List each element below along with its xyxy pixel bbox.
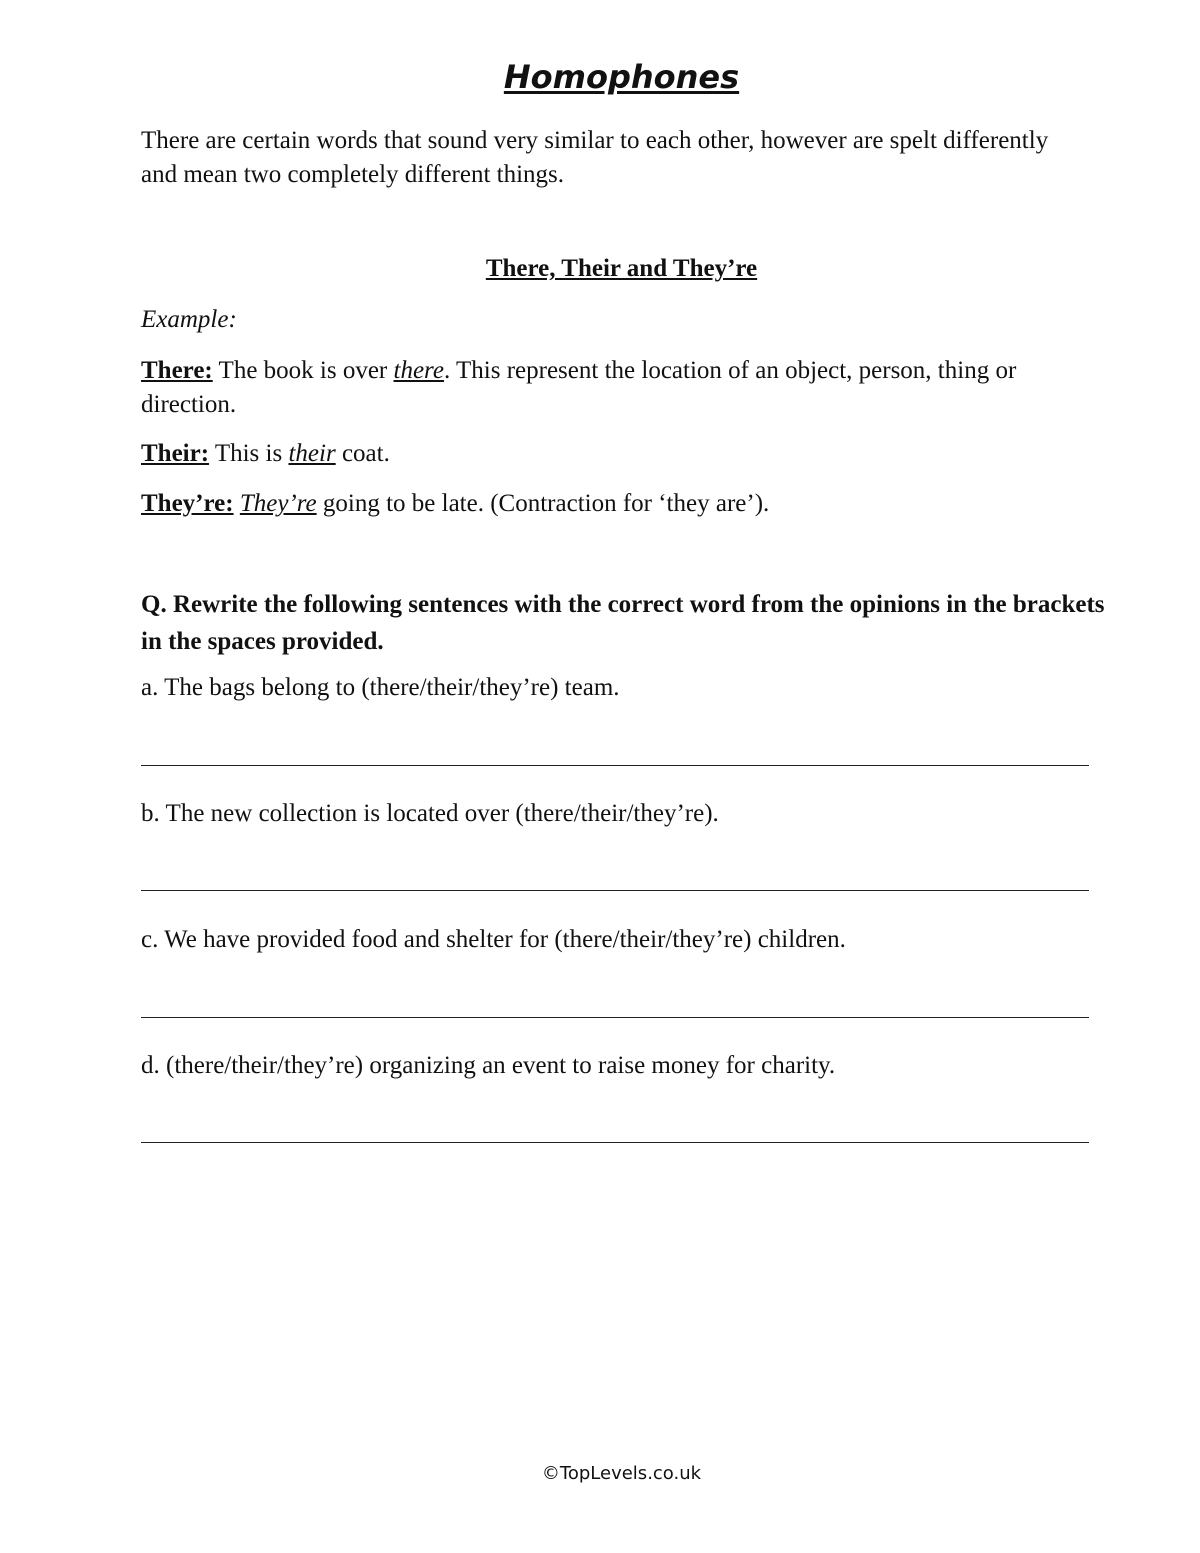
example-label: Example: [141,306,237,333]
answer-line-a[interactable] [141,765,1089,766]
answer-line-c[interactable] [141,1017,1089,1018]
page-title: Homophones [503,58,740,96]
answer-line-b[interactable] [141,890,1089,891]
definition-theyre [141,487,1101,521]
question-prompt: Q. Rewrite the following sentences with the correct word from the opinions in the brackets in the spaces provided. [141,591,1105,655]
definition-term: They’re: [141,490,234,517]
definition-text: This is [209,440,289,467]
intro-paragraph: There are certain words that sound very similar to each other, however are spelt differently and mean two completely different things. [141,127,1049,188]
definition-example-word: their [288,440,336,467]
copyright-footer: ©TopLevels.co.uk [541,1463,702,1484]
definition-term: Their: [141,440,210,467]
definition-there [141,354,1101,422]
definition-example-word: there [393,357,444,384]
definition-example-word: They’re [239,490,317,517]
definition-term: There: [141,357,213,384]
definition-text: The book is over [212,357,394,384]
question-item-d: d. (there/their/they’re) organizing an event to raise money for charity. [141,1052,836,1079]
definition-text: coat. [335,440,390,467]
question-item-b: b. The new collection is located over (there/their/they’re). [141,800,719,827]
definition-their [141,437,1101,471]
section-heading: There, Their and They’re [485,255,758,282]
answer-line-d[interactable] [141,1142,1089,1143]
definition-text: going to be late. (Contraction for ‘they are’). [316,490,770,517]
question-item-a: a. The bags belong to (there/their/they’re) team. [141,674,620,701]
definition-text: . This represent the location of an object, person, thing or direction. [141,357,1017,418]
question-item-c: c. We have provided food and shelter for (there/their/they’re) children. [141,926,846,953]
